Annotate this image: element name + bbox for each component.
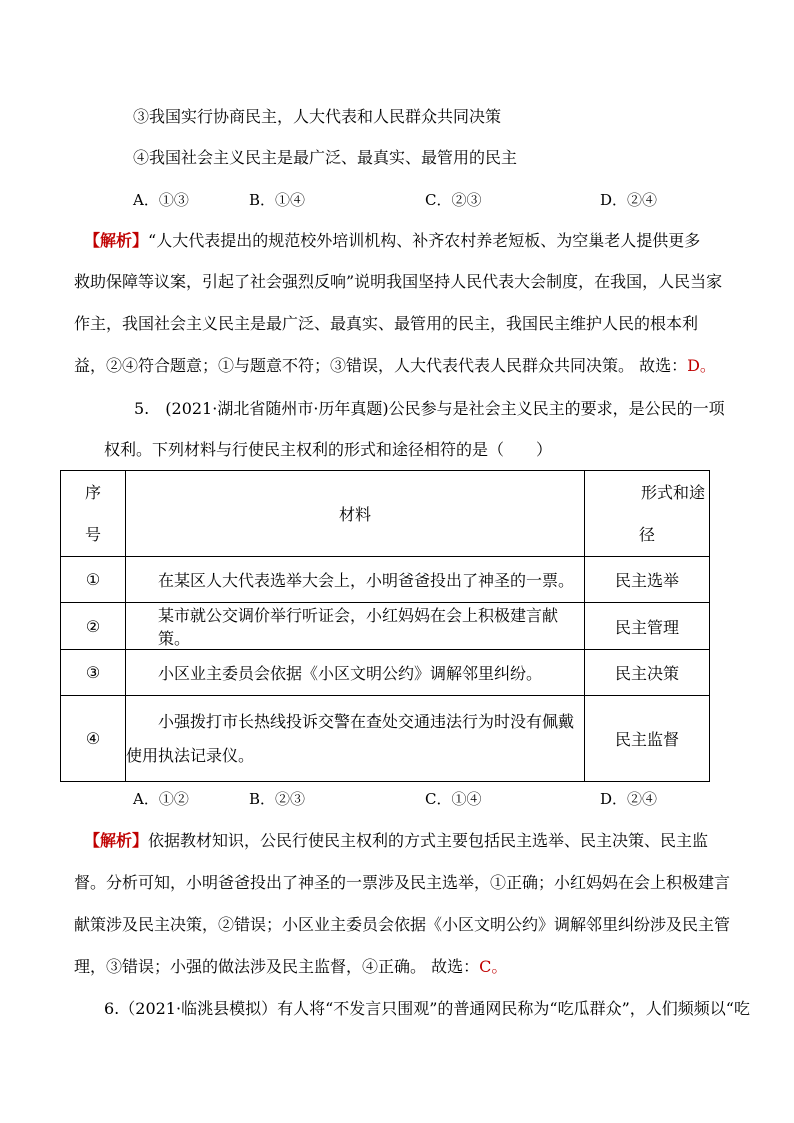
q6-line-1: 6.（2021·临洮县模拟）有人将“不发言只围观”的普通网民称为“吃瓜群众”，人们频频以“吃 [104, 999, 750, 1018]
option-c: C．②③ [425, 191, 482, 209]
q5-line-1: 5. (2021·湖北省随州市·历年真题)公民参与是社会主义民主的要求，是公民的一项 [134, 399, 725, 418]
analysis-tag: 【解析】 [84, 831, 149, 850]
q5-line-2: 权利。下列材料与行使民主权利的形式和途径相符的是（ ） [104, 440, 553, 459]
analysis-tag: 【解析】 [84, 231, 149, 250]
option-d: D．②④ [600, 191, 658, 209]
header-num-cell [61, 471, 126, 557]
row-num: ② [61, 603, 126, 650]
analysis-1-line-2: 救助保障等议案，引起了社会强烈反响”说明我国坚持人民代表大会制度，在我国，人民当家 [74, 272, 723, 291]
table-header-row [61, 471, 710, 557]
table-row [61, 696, 710, 782]
analysis-2-line-3: 献策涉及民主决策，②错误；小区业主委员会依据《小区文明公约》调解邻里纠纷涉及民主管 [74, 915, 731, 934]
analysis-1-line-1 [84, 230, 700, 252]
materials-table [60, 470, 710, 782]
row-material-line-1: 小强拨打市长热线投诉交警在查处交通违法行为时没有佩戴 [158, 711, 575, 731]
analysis-2-line-2: 督。分析可知，小明爸爸投出了神圣的一票涉及民主选举，①正确；小红妈妈在会上积极建言 [74, 873, 731, 892]
analysis-1-text-1: “人大代表提出的规范校外培训机构、补齐农村养老短板、为空巢老人提供更多 [148, 231, 701, 250]
analysis-2-text-4: 理，③错误；小强的做法涉及民主监督，④正确。 故选： [74, 957, 480, 976]
prev-item-4: ④我国社会主义民主是最广泛、最真实、最管用的民主 [133, 148, 518, 167]
header-material-cell: 材料 [126, 471, 585, 557]
row-num: ① [61, 557, 126, 603]
row-material: 在某区人大代表选举大会上，小明爸爸投出了神圣的一票。 [126, 557, 585, 603]
row-num: ④ [61, 696, 126, 782]
row-form: 民主决策 [585, 650, 710, 696]
analysis-2-line-4 [74, 956, 507, 978]
option-d: D．②④ [600, 790, 658, 808]
option-b: B．②③ [249, 790, 306, 808]
analysis-2-line-1 [84, 830, 708, 852]
header-form-cell [585, 471, 710, 557]
option-b: B．①④ [249, 191, 306, 209]
row-material: 小区业主委员会依据《小区文明公约》调解邻里纠纷。 [126, 650, 585, 696]
option-c: C．①④ [425, 790, 482, 808]
prev-item-3: ③我国实行协商民主，人大代表和人民群众共同决策 [133, 107, 502, 126]
row-form: 民主选举 [585, 557, 710, 603]
table-row [61, 650, 710, 696]
option-a: A．①③ [133, 191, 189, 209]
analysis-2-text-1: 依据教材知识，公民行使民主权利的方式主要包括民主选举、民主决策、民主监 [148, 831, 709, 850]
analysis-1-text-4: 益，②④符合题意；①与题意不符；③错误，人大代表代表人民群众共同决策。 故选： [74, 356, 688, 375]
header-num-bottom: 号 [84, 524, 101, 544]
row-material [126, 696, 585, 782]
analysis-1-line-4 [74, 355, 716, 377]
row-form: 民主监督 [585, 696, 710, 782]
header-form-bottom: 径 [639, 524, 656, 544]
option-a: A．①② [133, 790, 189, 808]
row-material-line-2: 使用执法记录仪。 [126, 745, 255, 765]
row-form: 民主管理 [585, 603, 710, 650]
analysis-1-answer: D。 [687, 356, 716, 375]
table-row [61, 603, 710, 650]
row-material: 某市就公交调价举行听证会，小红妈妈在会上积极建言献策。 [126, 603, 585, 650]
header-num-top: 序 [84, 482, 101, 502]
analysis-1-line-3: 作主，我国社会主义民主是最广泛、最真实、最管用的民主，我国民主维护人民的根本利 [74, 314, 699, 333]
row-num: ③ [61, 650, 126, 696]
header-form-top: 形式和途 [640, 482, 705, 502]
table-row [61, 557, 710, 603]
analysis-2-answer: C。 [479, 957, 508, 976]
